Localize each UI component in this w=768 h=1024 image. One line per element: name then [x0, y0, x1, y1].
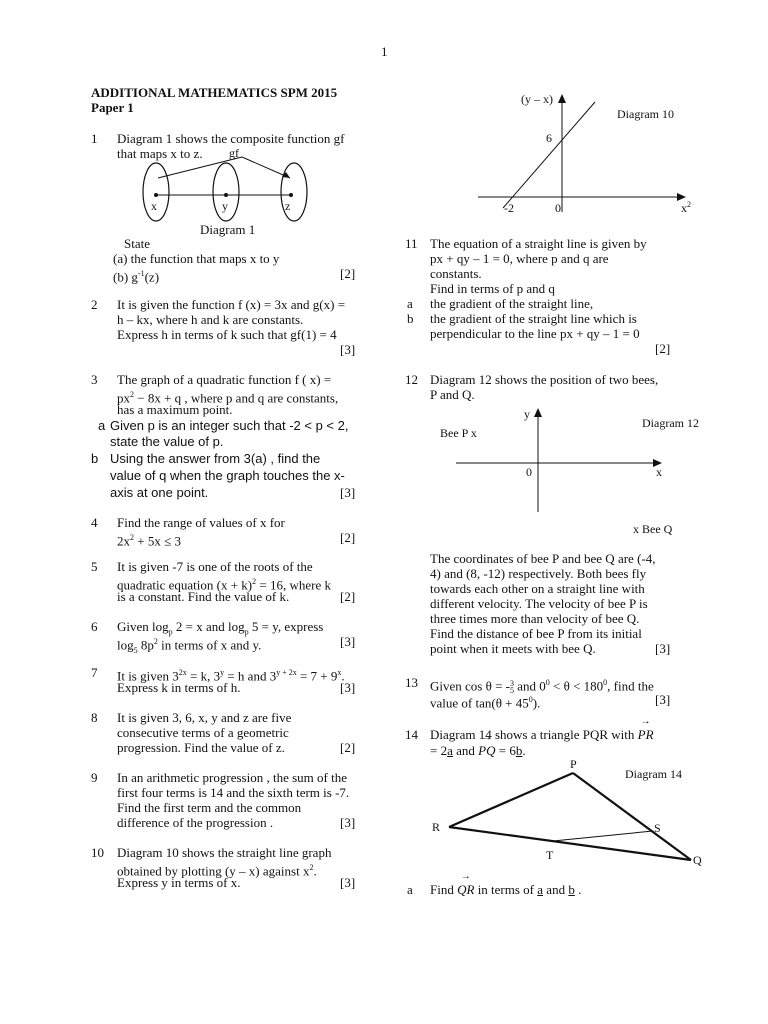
- q2-marks: [3]: [340, 342, 356, 357]
- q3-b-line3: axis at one point.: [110, 485, 209, 500]
- d10-xlabel: $x^2$: [681, 200, 691, 215]
- q9-line3: Find the first term and the common: [117, 800, 302, 815]
- q6-marks: [3]: [340, 634, 356, 649]
- d12-caption: Diagram 12: [642, 416, 699, 430]
- q1-number: 1: [91, 131, 98, 146]
- q6-line2: $\log_5 8p^2$ in terms of x and y.: [117, 637, 262, 655]
- q2-line1: It is given the function f (x) = 3x and g(x) =: [117, 297, 346, 312]
- q10-line2: obtained by plotting (y – x) against $x^2$.: [117, 863, 317, 879]
- q11-marks: [2]: [655, 341, 671, 356]
- q1-line1: Diagram 1 shows the composite function gf: [117, 131, 345, 146]
- q12-para7: point when it meets with bee Q.: [430, 641, 596, 656]
- q10-marks: [3]: [340, 875, 356, 890]
- d14-vertex-r: R: [432, 820, 441, 834]
- q14-line2: = 2a and → PQ = 6b.: [430, 743, 526, 758]
- q5-line3: is a constant. Find the value of k.: [117, 589, 290, 604]
- vector-pq: → PQ: [478, 743, 495, 758]
- diagram-10: [470, 90, 700, 220]
- q9-marks: [3]: [340, 815, 356, 830]
- q8-line2: consecutive terms of a geometric: [117, 725, 289, 740]
- q12-line1: Diagram 12 shows the position of two bees,: [430, 372, 659, 387]
- q5-number: 5: [91, 559, 98, 574]
- q12-para4: different velocity. The velocity of bee P is: [430, 596, 648, 611]
- q1-marks: [2]: [340, 266, 356, 281]
- q5-marks: [2]: [340, 589, 356, 604]
- q4-line1: Find the range of values of x for: [117, 515, 285, 530]
- q12-para5: three times more than velocity of bee Q.: [430, 611, 640, 626]
- q11-b-label: b: [407, 311, 414, 326]
- q12-marks: [3]: [655, 641, 671, 656]
- d10-ylabel: (y – x): [521, 92, 553, 106]
- q3-a-line1: Given p is an integer such that -2 < p < 2,: [110, 418, 349, 433]
- q3-line2: $px^2 - 8x + q$ , where p and q are constants,: [117, 390, 339, 406]
- q10-line3: Express y in terms of x.: [117, 875, 241, 890]
- q1-part-a: (a) the function that maps x to y: [113, 251, 280, 266]
- q3-b-label: b: [91, 451, 99, 466]
- q14-line1: Diagram 14 shows a triangle PQR with → PR: [430, 727, 654, 742]
- paper-subtitle: Paper 1: [91, 100, 134, 115]
- diagram-14: [425, 752, 715, 877]
- q10-number: 10: [91, 845, 104, 860]
- q9-line2: first four terms is 14 and the sixth term is -7.: [117, 785, 350, 800]
- q3-line1: The graph of a quadratic function f ( x) =: [117, 372, 332, 387]
- q1-state: State: [124, 236, 150, 251]
- q11-number: 11: [405, 236, 418, 251]
- q9-number: 9: [91, 770, 98, 785]
- q11-line4: Find in terms of p and q: [430, 281, 555, 296]
- d12-bee-q: x Bee Q: [633, 522, 673, 536]
- q2-line3: Express h in terms of k such that gf(1) = 4: [117, 327, 337, 342]
- q9-line1: In an arithmetic progression , the sum of the: [117, 770, 347, 785]
- q4-marks: [2]: [340, 530, 356, 545]
- q9-line4: difference of the progression .: [117, 815, 274, 830]
- q11-line2: px + qy – 1 = 0, where p and q are: [430, 251, 609, 266]
- q14-a-label: a: [407, 882, 413, 897]
- q11-line1: The equation of a straight line is given by: [430, 236, 647, 251]
- q10-line1: Diagram 10 shows the straight line graph: [117, 845, 332, 860]
- q4-number: 4: [91, 515, 98, 530]
- q1-diagram-caption: Diagram 1: [200, 222, 256, 237]
- d12-bee-p: Bee P x: [440, 426, 477, 440]
- page-number: 1: [381, 44, 388, 59]
- q3-number: 3: [91, 372, 98, 387]
- q11-part-b2: perpendicular to the line px + qy – 1 = 0: [430, 326, 640, 341]
- q11-a-label: a: [407, 296, 413, 311]
- set-y-label: y: [222, 199, 228, 213]
- d14-vertex-p: P: [570, 757, 577, 771]
- d10-caption: Diagram 10: [617, 107, 674, 121]
- vector-qr: → QR: [457, 882, 474, 897]
- q6-line1: Given $\log_p 2 = x$ and $\log_p 5 = y$, express: [117, 619, 324, 637]
- d14-point-t: T: [546, 848, 554, 862]
- diagram-1: [130, 145, 330, 230]
- q3-a-label: a: [98, 418, 106, 433]
- q5-line1: It is given -7 is one of the roots of the: [117, 559, 313, 574]
- vector-pr: → PR: [638, 727, 654, 742]
- q12-para2: 4) and (8, -12) respectively. Both bees fly: [430, 566, 647, 581]
- q11-line3: constants.: [430, 266, 482, 281]
- q7-number: 7: [91, 665, 98, 680]
- q8-number: 8: [91, 710, 98, 725]
- q2-number: 2: [91, 297, 98, 312]
- d10-intercept-6: 6: [546, 131, 552, 145]
- q1-part-b: (b) $g^{-1}(z)$: [113, 269, 160, 285]
- set-x-label: x: [151, 199, 157, 213]
- d14-caption: Diagram 14: [625, 767, 682, 781]
- q7-line2: Express k in terms of h.: [117, 680, 241, 695]
- q14-number: 14: [405, 727, 418, 742]
- d10-origin: 0: [555, 201, 561, 215]
- gf-label: gf: [229, 146, 239, 160]
- q8-line1: It is given 3, 6, x, y and z are five: [117, 710, 292, 725]
- q13-fraction: 3 5: [510, 679, 514, 696]
- diagram-12: [430, 404, 720, 544]
- q4-line2: $2x^2 + 5x \le 3$: [117, 533, 181, 549]
- d12-ylabel: y: [524, 407, 530, 421]
- q3-marks: [3]: [340, 485, 356, 500]
- d12-origin: 0: [526, 465, 532, 479]
- q12-para6: Find the distance of bee P from its initial: [430, 626, 642, 641]
- q3-b-line2: value of q when the graph touches the x-: [110, 468, 345, 483]
- q3-a-line2: state the value of p.: [110, 434, 224, 449]
- d14-vertex-q: Q: [693, 853, 702, 867]
- q5-line2: quadratic equation $(x + k)^2 = 16$, where k: [117, 577, 331, 593]
- q11-part-b1: the gradient of the straight line which is: [430, 311, 637, 326]
- d12-xlabel: x: [656, 465, 662, 479]
- q12-line2: P and Q.: [430, 387, 475, 402]
- paper-title: ADDITIONAL MATHEMATICS SPM 2015: [91, 85, 338, 100]
- q8-line3: progression. Find the value of z.: [117, 740, 285, 755]
- q12-number: 12: [405, 372, 418, 387]
- d14-point-s: S: [654, 821, 661, 835]
- q6-number: 6: [91, 619, 98, 634]
- set-z-label: z: [285, 199, 291, 213]
- q7-marks: [3]: [340, 680, 356, 695]
- q3-b-line1: Using the answer from 3(a) , find the: [110, 451, 321, 466]
- q1-line2: that maps x to z.: [117, 146, 203, 161]
- q12-para3: towards each other on a straight line with: [430, 581, 645, 596]
- q13-line1: Given cos θ = -3 5 and $0^0 < \theta < 180^0$, find the: [430, 678, 654, 696]
- q3-line3: has a maximum point.: [117, 402, 233, 417]
- q11-part-a: the gradient of the straight line,: [430, 296, 594, 311]
- q2-line2: h – kx, where h and k are constants.: [117, 312, 304, 327]
- q8-marks: [2]: [340, 740, 356, 755]
- q12-para1: The coordinates of bee P and bee Q are (-4,: [430, 551, 656, 566]
- q7-line1: It is given $3^{2x} = k$, $3^y = h$ and $3^{y + 2x} = 7 + 9^x$.: [117, 668, 345, 684]
- q14-part-a: Find → QR in terms of a and b .: [430, 882, 581, 897]
- d10-intercept-neg2: -2: [504, 201, 514, 215]
- q13-number: 13: [405, 675, 418, 690]
- q13-marks: [3]: [655, 692, 671, 707]
- q13-line2: value of $\tan(\theta + 45^0)$.: [430, 695, 541, 711]
